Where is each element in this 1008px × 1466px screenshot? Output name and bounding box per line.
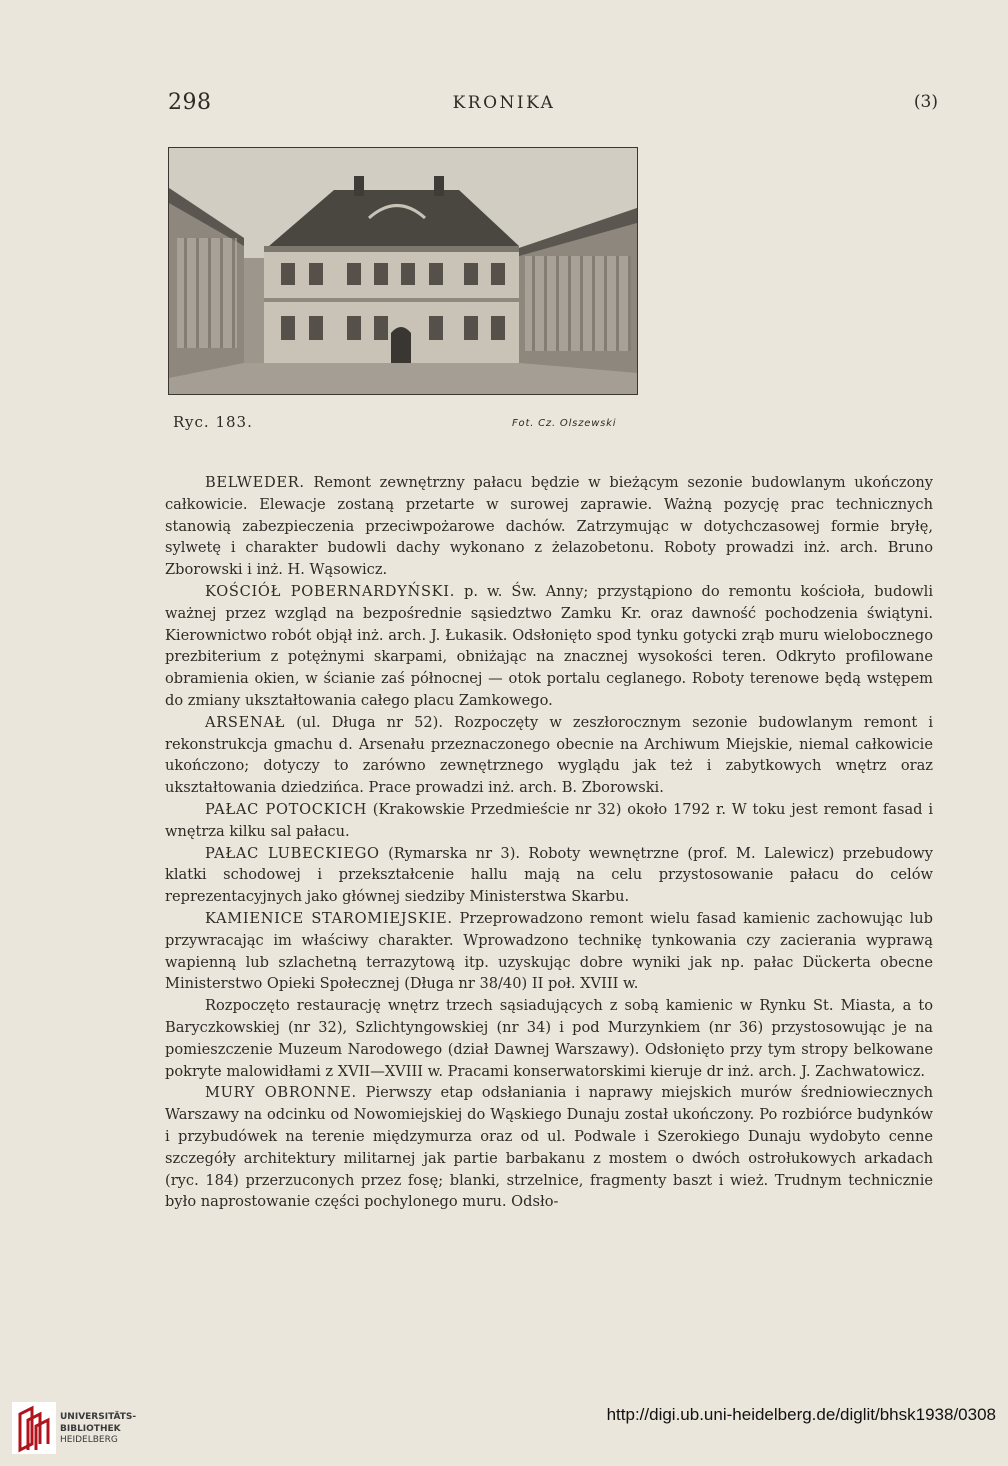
article-body xyxy=(165,472,933,1213)
paragraph-heading: ARSENAŁ xyxy=(205,713,286,731)
figure-label: Ryc. 183. xyxy=(173,413,253,431)
page-number: 298 xyxy=(168,90,212,115)
paragraph-heading: BELWEDER. xyxy=(205,474,305,491)
paragraph-heading: MURY OBRONNE. xyxy=(205,1084,357,1102)
paragraph-text: Remont zewnętrzny pałacu będzie w bieżącym sezonie budowlanym ukończony całkowicie. Elewacje zostaną przetarte w surowej zaprawie. Ważną pozycję prac technicznych stanowią zabezpieczenia przeciwpożarowe dachów. Zatrzymując w dotychczasowej formie bryłę, sylwetę i charakter budowli dachy wykonano z żelazobetonu. Roboty prowadzi inż. arch. Bruno Zborowski i inż. H. Wąsowicz. xyxy=(165,474,933,579)
paragraph-heading: PAŁAC LUBECKIEGO xyxy=(205,844,380,862)
paragraph xyxy=(165,908,933,995)
photo-credit: Fot. Cz. Olszewski xyxy=(512,418,617,429)
paragraph-heading: KOŚCIÓŁ POBERNARDYŃSKI. xyxy=(205,582,456,600)
source-url-link[interactable]: http://digi.ub.uni-heidelberg.de/diglit/bhsk1938/0308 xyxy=(606,1405,996,1424)
palace-photograph xyxy=(168,147,638,395)
library-logo-icon xyxy=(10,1400,58,1456)
paragraph-text: Rozpoczęto restaurację wnętrz trzech sąsiadujących z sobą kamienic w Rynku St. Miasta, a to Baryczkowskiej (nr 32), Szlichtyngowskiej (nr 34) i pod Murzynkiem (nr 36) przystosowując je na pomieszczenie Muzeum Narodowego (dział Dawnej Warszawy). Odsłonięto przy tym stropy belkowane pokryte malowidłami z XVII—XVIII w. Pracami konserwatorskimi kieruje dr inż. arch. J. Zachwatowicz. xyxy=(165,997,933,1080)
paragraph-text: p. w. Św. Anny; przystąpiono do remontu kościoła, budowli ważnej przez wzgląd na bezpośrednie sąsiedztwo Zamku Kr. oraz dawność pochodzenia świątyni. Kierownictwo robót objął inż. arch. J. Łukasik. Odsłonięto spod tynku gotycki zrąb muru wielobocznego prezbiterium z potężnymi skarpami, obniżając na znacznej wysokości teren. Odkryto profilowane obramienia okien, w ścianie zaś północnej — otok portalu ceglanego. Roboty terenowe będą wstępem do zmiany ukształtowania całego placu Zamkowego. xyxy=(165,582,933,709)
paragraph xyxy=(165,581,933,712)
paragraph-text: (Krakowskie Przedmieście nr 32) około 1792 r. W toku jest remont fasad i wnętrza kilku sal pałacu. xyxy=(165,800,933,840)
paragraph xyxy=(165,843,933,908)
paragraph-heading: KAMIENICE STAROMIEJSKIE. xyxy=(205,909,453,927)
paragraph-text: Przeprowadzono remont wielu fasad kamienic zachowując lub przywracając im właściwy charakter. Wprowadzono technikę tynkowania czy zacierania wyprawą wapienną lub szlachetną terrazytową itp. uzyskując dobre wyniki jak np. pałac Dückerta obecne Ministerstwo Opieki Społecznej (Długa nr 38/40) II poł. XVIII w. xyxy=(165,909,933,993)
paragraph xyxy=(165,472,933,581)
paragraph-heading: PAŁAC POTOCKICH xyxy=(205,800,367,818)
paragraph-text: (ul. Długa nr 52). Rozpoczęty w zeszłorocznym sezonie budowlanym remont i rekonstrukcja gmachu d. Arsenału przeznaczonego obecnie na Archiwum Miejskie, niemal całkowicie ukończono; dotyczy to zarówno zewnętrznego wyglądu jak też i zabytkowych wnętrz oraz ukształtowania dziedzińca. Prace prowadzi inż. arch. B. Zborowski. xyxy=(165,713,933,797)
running-title: KRONIKA xyxy=(452,93,556,113)
paragraph xyxy=(165,799,933,843)
library-name: UNIVERSITÄTS- BIBLIOTHEK HEIDELBERG xyxy=(60,1412,137,1445)
paragraph-text: Pierwszy etap odsłaniania i naprawy miejskich murów średniowiecznych Warszawy na odcinku od Nowomiejskiej do Wąskiego Dunaju został ukończony. Po rozbiórce budynków i przybudówek na terenie międzymurza oraz od ul. Podwale i Szerokiego Dunaju wydobyto cenne szczegóły architektury militarnej jak partie barbakanu z mostem o dwóch ostrołukowych arkadach (ryc. 184) przerzuconych przez fosę; blanki, strzelnice, fragmenty baszt i wież. Trudnym technicznie było naprostowanie części pochylonego muru. Odsło- xyxy=(165,1084,933,1211)
section-marker: (3) xyxy=(913,92,938,112)
paragraph xyxy=(165,1082,933,1213)
paragraph-text: (Rymarska nr 3). Roboty wewnętrzne (prof. M. Lalewicz) przebudowy klatki schodowej i przekształcenie hallu mają na celu przystosowanie pałacu do celów reprezentacyjnych jako głównej siedziby Ministerstwa Skarbu. xyxy=(165,844,933,906)
running-header xyxy=(0,90,1008,120)
paragraph xyxy=(165,995,933,1082)
paragraph xyxy=(165,712,933,799)
